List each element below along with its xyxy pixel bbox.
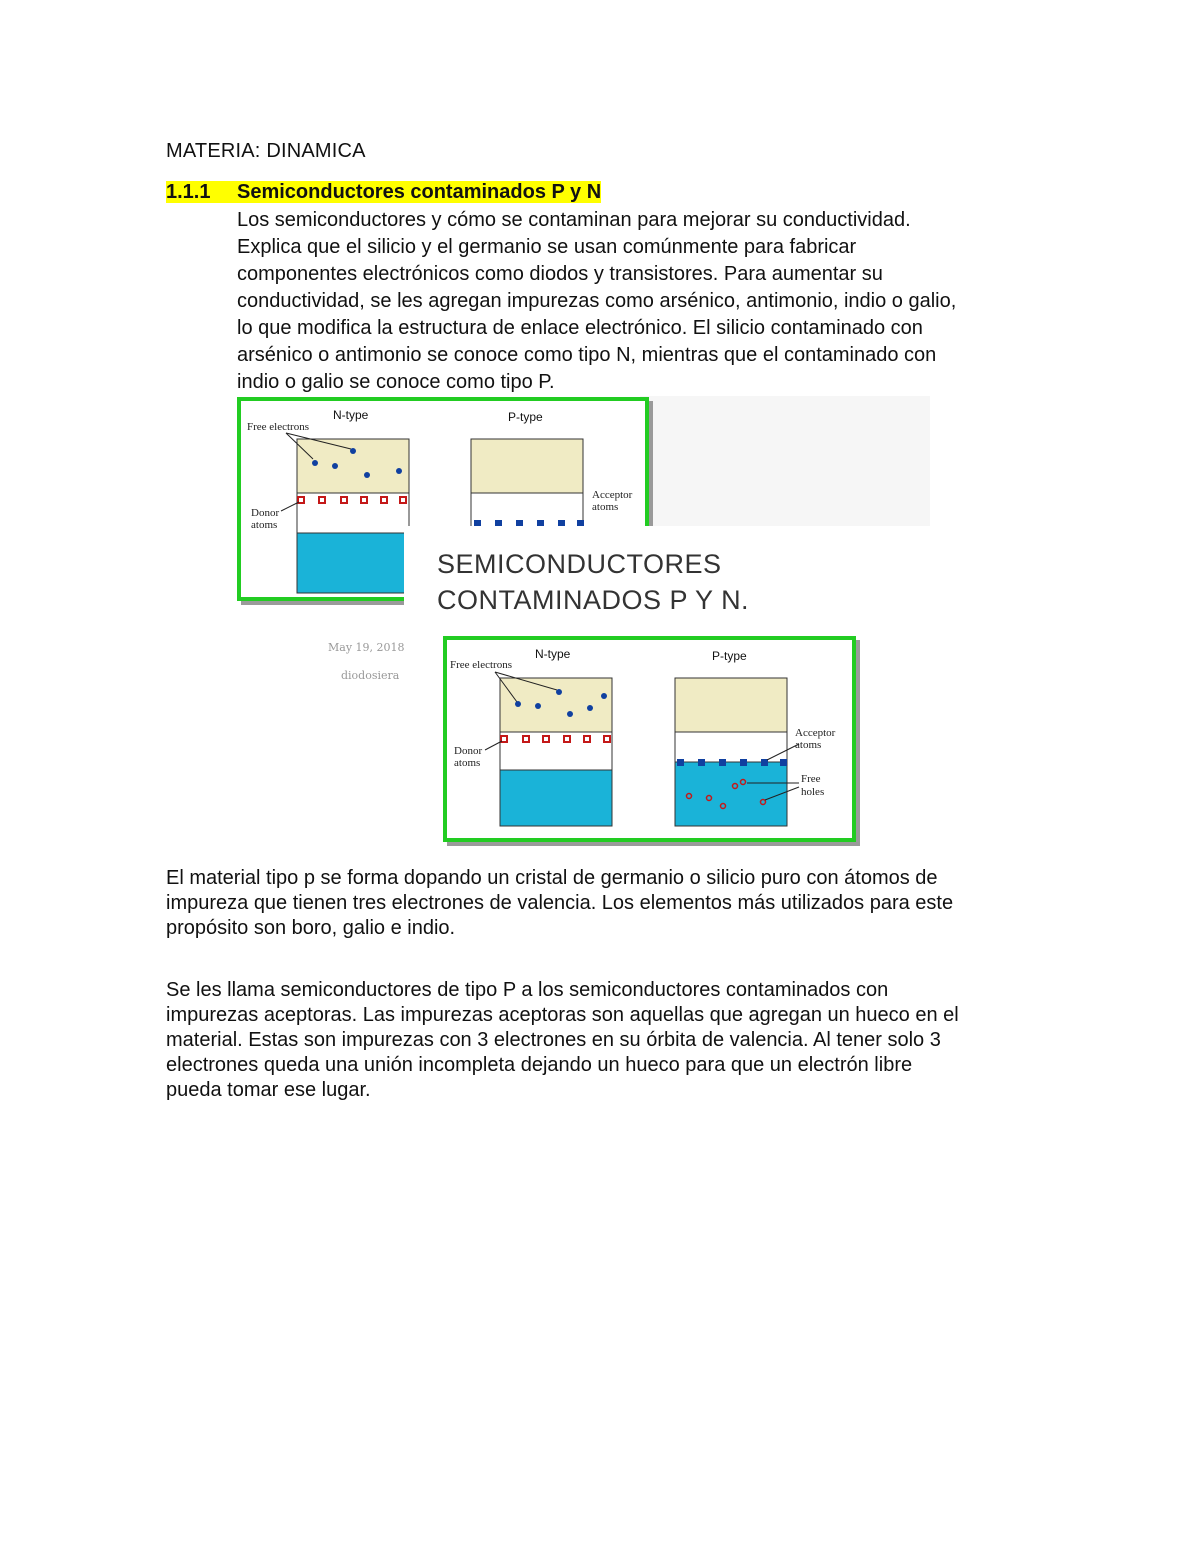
figure-author: diodosiera <box>341 669 400 682</box>
free-holes-label-1: Free <box>801 773 821 785</box>
donor-label-1: Donor <box>251 507 280 519</box>
paragraph-2 <box>166 978 1036 1103</box>
acceptor-label-1: Acceptor <box>795 727 836 739</box>
intro-line: arsénico o antimonio se conoce como tipo N, mientras que el contaminado con <box>237 344 937 366</box>
paragraph-line: material. Estas son impurezas con 3 electrones en su órbita de valencia. Al tener solo 3 <box>166 1029 941 1051</box>
intro-line: lo que modifica la estructura de enlace electrónico. El silicio contaminado con <box>237 317 923 339</box>
intro-line: componentes electrónicos como diodos y transistores. Para aumentar su <box>237 263 883 285</box>
acceptor-label-2: atoms <box>795 739 822 751</box>
paragraph-1 <box>166 866 1036 941</box>
paragraph-line: impureza que tienen tres electrones de valencia. Los elementos más utilizados para este <box>166 892 954 914</box>
n-type-label: N-type <box>535 647 571 661</box>
section-heading <box>166 181 601 204</box>
heading-number: 1.1.1 <box>166 181 211 203</box>
p-type-label: P-type <box>508 410 543 424</box>
np-diagram-front <box>447 640 852 838</box>
heading-title: Semiconductores contaminados P y N <box>237 181 602 203</box>
paragraph-line: Se les llama semiconductores de tipo P a los semiconductores contaminados con <box>166 979 889 1001</box>
figure-title-line-1: SEMICONDUCTORES <box>437 549 722 579</box>
paragraph-line: pueda tomar ese lugar. <box>166 1079 371 1101</box>
free-electrons-label: Free electrons <box>247 421 309 433</box>
intro-line: Explica que el silicio y el germanio se usan comúnmente para fabricar <box>237 236 857 258</box>
acceptor-label-1: Acceptor <box>592 489 633 501</box>
figure-title <box>437 546 749 618</box>
paragraph-line: propósito son boro, galio e indio. <box>166 917 456 939</box>
intro-paragraph <box>237 207 1037 396</box>
n-type-label: N-type <box>333 408 369 422</box>
donor-label-1: Donor <box>454 745 483 757</box>
donor-label-2: atoms <box>251 519 278 531</box>
paragraph-line: El material tipo p se forma dopando un cristal de germanio o silicio puro con átomos de <box>166 867 938 889</box>
figure-background <box>640 396 930 526</box>
acceptor-label-2: atoms <box>592 501 619 513</box>
intro-line: conductividad, se les agregan impurezas como arsénico, antimonio, indio o galio, <box>237 290 957 312</box>
figure-date: May 19, 2018 <box>328 641 405 654</box>
figure-title-line-2: CONTAMINADOS P Y N. <box>437 585 750 615</box>
free-holes-label-2: holes <box>801 786 825 798</box>
intro-line: indio o galio se conoce como tipo P. <box>237 371 555 393</box>
diagram-frame-front <box>443 636 856 842</box>
intro-line: Los semiconductores y cómo se contaminan para mejorar su conductividad. <box>237 209 911 231</box>
free-electrons-label: Free electrons <box>450 659 512 671</box>
donor-label-2: atoms <box>454 757 481 769</box>
p-type-label: P-type <box>712 649 747 663</box>
paragraph-line: electrones queda una unión incompleta dejando un hueco para que un electrón libre <box>166 1054 913 1076</box>
materia-label: MATERIA: DINAMICA <box>166 140 366 162</box>
paragraph-line: impurezas aceptoras. Las impurezas aceptoras son aquellas que agregan un hueco en el <box>166 1004 959 1026</box>
